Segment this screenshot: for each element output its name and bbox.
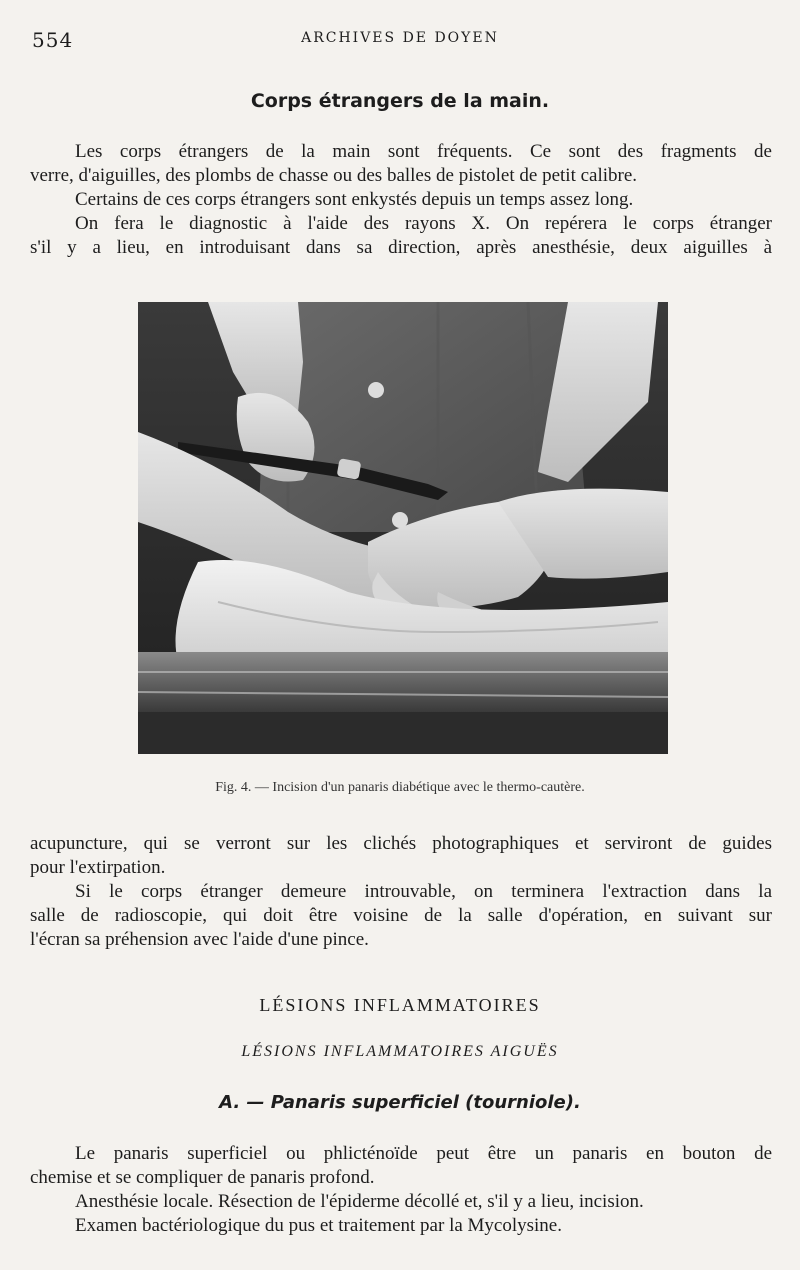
lesions-subheading: LÉSIONS INFLAMMATOIRES AIGUËS	[241, 1043, 559, 1060]
text-line: Certains de ces corps étrangers sont enkystés depuis un temps assez long.	[75, 189, 634, 210]
text-line: salle de radioscopie, qui doit être voisine de la salle d'opération, en suivant sur	[30, 905, 772, 926]
panaris-paragraph	[30, 1142, 772, 1238]
section-title: Corps étrangers de la main.	[250, 90, 550, 112]
text-line: On fera le diagnostic à l'aide des rayons X. On repérera le corps étranger	[75, 213, 772, 234]
text-line: pour l'extirpation.	[30, 857, 166, 878]
page-number: 554	[32, 28, 74, 52]
text-line: Anesthésie locale. Résection de l'épiderme décollé et, s'il y a lieu, incision.	[75, 1191, 644, 1212]
text-line: s'il y a lieu, en introduisant dans sa direction, après anesthésie, deux aiguilles à	[30, 237, 772, 258]
figure-photograph	[138, 302, 668, 754]
lesions-heading: LÉSIONS INFLAMMATOIRES	[259, 995, 541, 1015]
text-line: acupuncture, qui se verront sur les clichés photographiques et serviront de guides	[30, 833, 772, 854]
text-line: verre, d'aiguilles, des plombs de chasse ou des balles de pistolet de petit calibre.	[30, 165, 638, 186]
intro-paragraph	[30, 140, 772, 260]
running-head: ARCHIVES DE DOYEN	[301, 30, 499, 46]
text-line: Les corps étrangers de la main sont fréquents. Ce sont des fragments de	[75, 141, 772, 162]
text-line: Si le corps étranger demeure introuvable, on terminera l'extraction dans la	[75, 881, 772, 902]
text-line: chemise et se compliquer de panaris profond.	[30, 1167, 375, 1188]
text-line: Examen bactériologique du pus et traitement par la Mycolysine.	[75, 1215, 562, 1236]
text-line: l'écran sa préhension avec l'aide d'une pince.	[30, 929, 369, 950]
text-line: Le panaris superficiel ou phlicténoïde peut être un panaris en bouton de	[75, 1143, 772, 1164]
continuation-paragraph	[30, 832, 772, 952]
figure-caption: Fig. 4. — Incision d'un panaris diabétique avec le thermo-cautère.	[215, 780, 585, 795]
subsection-title: A. — Panaris superficiel (tourniole).	[219, 1092, 581, 1113]
